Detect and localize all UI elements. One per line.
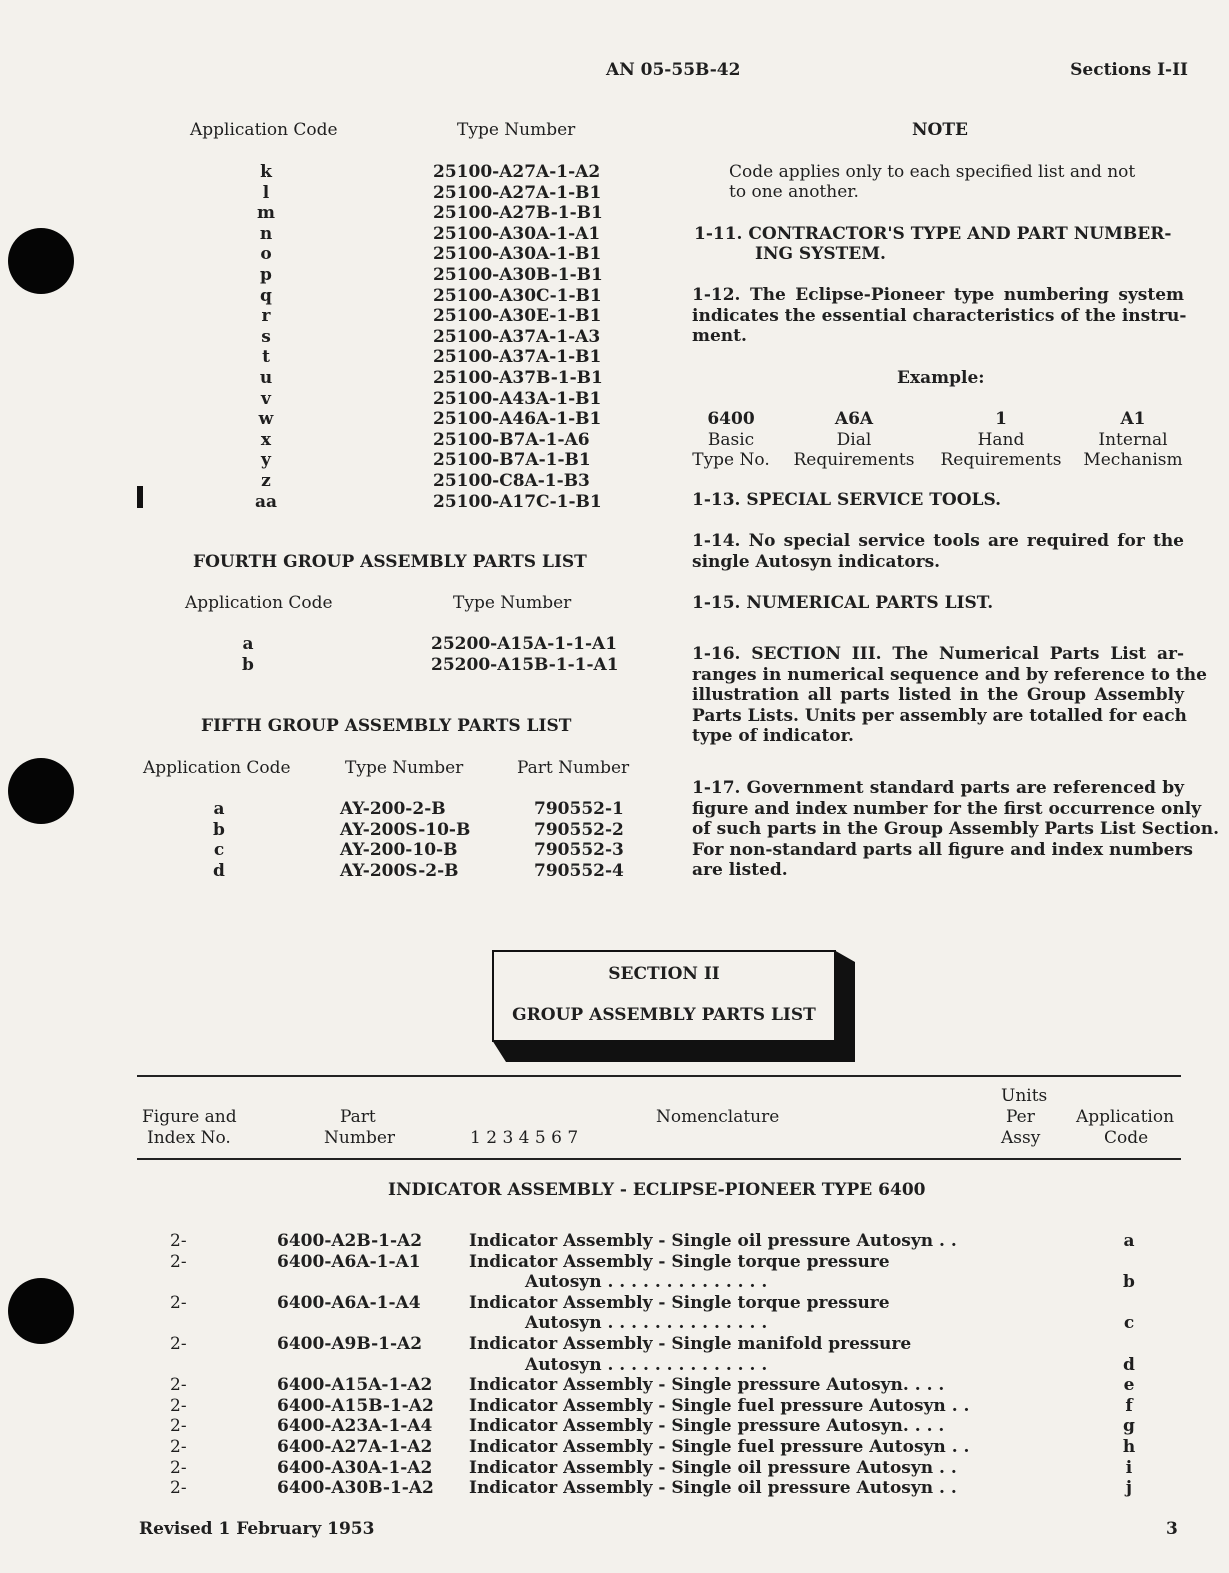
part-number: 6400-A9B-1-A2: [277, 1334, 423, 1354]
application-code: f: [1125, 1395, 1133, 1416]
section-ii-title: GROUP ASSEMBLY PARTS LIST: [512, 1005, 816, 1025]
type-number: AY-200-10-B: [340, 840, 458, 861]
part-number: 790552-1: [534, 799, 624, 819]
para-1-13: 1-13. SPECIAL SERVICE TOOLS.: [692, 490, 1002, 510]
application-code: b: [242, 654, 254, 675]
para-1-11-line-1: 1-11. CONTRACTOR'S TYPE AND PART NUMBER-: [694, 224, 1172, 244]
p116-line: 1-16. SECTION III. The Numerical Parts List ar-: [692, 644, 1184, 664]
part-number: 6400-A6A-1-A1: [277, 1251, 421, 1272]
type-number: 25100-A30A-1-A1: [433, 223, 601, 244]
binder-hole-bottom: [8, 1278, 74, 1344]
type-number: 25100-B7A-1-B1: [433, 450, 591, 471]
para-1-14-line: single Autosyn indicators.: [692, 551, 941, 572]
fourth-group-title: FOURTH GROUP ASSEMBLY PARTS LIST: [193, 552, 587, 572]
p116-line: ranges in numerical sequence and by reference to the: [692, 664, 1207, 685]
p116-line: type of indicator.: [692, 726, 854, 747]
nomenclature: Indicator Assembly - Single pressure Autosyn. . . .: [469, 1375, 945, 1396]
fifth-col-type: Type Number: [345, 758, 464, 778]
example-cell: Internal: [1098, 429, 1168, 450]
table-header-rule: [137, 1158, 1181, 1160]
para-1-11-line-2: ING SYSTEM.: [755, 244, 886, 264]
p116-line: illustration all parts listed in the Group Assembly: [692, 685, 1184, 706]
application-code: d: [213, 860, 225, 881]
type-number: 25100-A30E-1-B1: [433, 306, 602, 327]
application-code: i: [1125, 1457, 1133, 1478]
part-number: 6400-A30B-1-A2: [277, 1478, 434, 1499]
example-cell: Type No.: [692, 450, 770, 471]
application-code: w: [258, 409, 274, 430]
fifth-group-title: FIFTH GROUP ASSEMBLY PARTS LIST: [201, 716, 572, 736]
application-code: p: [260, 264, 272, 285]
third-group-types: [433, 162, 603, 512]
part-number: 6400-A6A-1-A4: [277, 1292, 421, 1313]
application-code: a: [1123, 1231, 1135, 1251]
example-cell: Basic: [707, 429, 755, 450]
fifth-col-app: Application Code: [143, 758, 291, 778]
p117-line: of such parts in the Group Assembly Parts List Section.: [692, 819, 1220, 840]
assembly-title: INDICATOR ASSEMBLY - ECLIPSE-PIONEER TYPE 6400: [388, 1180, 926, 1200]
col-header-application-code: Application Code: [190, 120, 338, 140]
figure-index: 2-: [170, 1251, 187, 1272]
application-code: c: [213, 840, 225, 861]
box-shadow-corner: [834, 950, 855, 962]
type-number: 25100-A37A-1-A3: [433, 326, 601, 347]
part-number: 6400-A15B-1-A2: [277, 1395, 434, 1416]
nomenclature: Indicator Assembly - Single fuel pressure Autosyn . .: [469, 1437, 970, 1457]
application-code: c: [1123, 1313, 1135, 1334]
h-fig-1: Figure and: [142, 1107, 237, 1127]
doc-number: AN 05-55B-42: [606, 60, 741, 80]
part-number: 6400-A27A-1-A2: [277, 1437, 433, 1457]
type-number: 25100-A27A-1-B1: [433, 182, 602, 203]
para-1-14-line: 1-14. No special service tools are required for the: [692, 531, 1184, 551]
table-top-rule: [137, 1075, 1181, 1077]
type-number: 25100-A27B-1-B1: [433, 203, 603, 224]
h-units-3: Assy: [1001, 1128, 1041, 1148]
application-code: u: [259, 367, 273, 388]
application-code: q: [260, 285, 272, 306]
h-nomenclature: Nomenclature: [656, 1107, 780, 1127]
h-fig-2: Index No.: [147, 1128, 231, 1148]
type-number: AY-200-2-B: [340, 799, 446, 819]
type-number: 25100-A30C-1-B1: [433, 285, 602, 306]
part-number: 6400-A15A-1-A2: [277, 1375, 433, 1396]
para-1-15: 1-15. NUMERICAL PARTS LIST.: [692, 593, 994, 613]
example-cell: 6400: [707, 409, 755, 429]
binder-hole-top: [8, 228, 74, 294]
example-cell: Mechanism: [1083, 450, 1183, 471]
col-header-type-number: Type Number: [457, 120, 576, 140]
application-code: h: [1122, 1437, 1136, 1457]
example-cell: Hand: [977, 429, 1025, 450]
p117-line: figure and index number for the first occurrence only: [692, 798, 1202, 819]
change-bar: [137, 486, 143, 508]
type-number: AY-200S-10-B: [340, 819, 471, 840]
h-levels: 1 2 3 4 5 6 7: [470, 1128, 579, 1148]
fifth-col-part: Part Number: [517, 758, 630, 778]
nomenclature-continued: Autosyn . . . . . . . . . . . . . .: [525, 1272, 768, 1293]
application-code: a: [213, 799, 225, 819]
figure-index: 2-: [170, 1457, 187, 1478]
note-line-2: to one another.: [729, 182, 859, 202]
para-1-12-line: indicates the essential characteristics of the instru-: [692, 305, 1187, 326]
part-number: 6400-A23A-1-A4: [277, 1416, 433, 1437]
sections-label: Sections I-II: [1070, 60, 1188, 80]
nomenclature: Indicator Assembly - Single pressure Autosyn. . . .: [469, 1416, 945, 1437]
p117-line: are listed.: [692, 860, 788, 881]
type-number: 25100-A30A-1-B1: [433, 244, 602, 265]
figure-index: 2-: [170, 1395, 187, 1416]
nomenclature: Indicator Assembly - Single torque pressure: [469, 1292, 890, 1313]
nomenclature: Indicator Assembly - Single oil pressure Autosyn . .: [469, 1457, 957, 1478]
example-cell: Requirements: [940, 450, 1062, 471]
application-code: b: [213, 819, 225, 840]
para-1-12: [692, 285, 1187, 347]
application-code: j: [1125, 1478, 1133, 1499]
p116-line: Parts Lists. Units per assembly are totalled for each: [692, 705, 1187, 726]
note-title: NOTE: [912, 120, 968, 140]
h-part-2: Number: [324, 1128, 396, 1148]
application-code: s: [261, 326, 271, 347]
para-1-12-line: ment.: [692, 326, 747, 347]
type-number: 25100-B7A-1-A6: [433, 429, 590, 450]
type-number: 25100-A46A-1-B1: [433, 409, 602, 430]
figure-index: 2-: [170, 1437, 187, 1457]
type-number: 25100-A37B-1-B1: [433, 367, 603, 388]
application-code: x: [260, 429, 272, 450]
fourth-col-type: Type Number: [453, 593, 572, 613]
p117-line: For non-standard parts all figure and index numbers: [692, 839, 1193, 860]
application-code: t: [262, 347, 270, 368]
type-number: AY-200S-2-B: [340, 860, 459, 881]
example-cell: 1: [995, 409, 1007, 429]
type-number: 25100-A30B-1-B1: [433, 264, 603, 285]
fifth-group-codes: [179, 799, 259, 881]
example-cell: Requirements: [793, 450, 915, 471]
example-cell: Dial: [836, 429, 872, 450]
figure-index: 2-: [170, 1375, 187, 1396]
application-code: a: [242, 634, 254, 654]
application-code: o: [260, 244, 272, 265]
third-group-codes: [226, 162, 306, 512]
part-number: 6400-A2B-1-A2: [277, 1231, 423, 1251]
example-cell: A6A: [834, 409, 874, 429]
revised-date: Revised 1 February 1953: [139, 1519, 375, 1539]
h-app-1: Application: [1076, 1107, 1175, 1127]
type-number: 25100-A43A-1-B1: [433, 388, 602, 409]
example-cell: A1: [1120, 409, 1146, 429]
nomenclature: Indicator Assembly - Single oil pressure Autosyn . .: [469, 1231, 957, 1251]
section-ii-label: SECTION II: [608, 964, 720, 984]
type-number: 25100-A27A-1-A2: [433, 162, 601, 182]
box-shadow-bottom: [506, 1040, 855, 1062]
figure-index: 2-: [170, 1334, 187, 1354]
application-code: v: [261, 388, 271, 409]
type-number: 25100-A17C-1-B1: [433, 491, 602, 512]
type-number: 25200-A15A-1-1-A1: [431, 634, 618, 654]
nomenclature: Indicator Assembly - Single manifold pressure: [469, 1334, 912, 1354]
fourth-col-app: Application Code: [185, 593, 333, 613]
part-number: 790552-4: [534, 860, 624, 881]
h-app-2: Code: [1104, 1128, 1149, 1148]
application-code: r: [261, 306, 271, 327]
h-units-1: Units: [1001, 1086, 1048, 1106]
nomenclature: Indicator Assembly - Single fuel pressure Autosyn . .: [469, 1395, 970, 1416]
application-code: y: [261, 450, 271, 471]
nomenclature-continued: Autosyn . . . . . . . . . . . . . .: [525, 1354, 768, 1375]
nomenclature: Indicator Assembly - Single oil pressure Autosyn . .: [469, 1478, 957, 1499]
type-number: 25100-A37A-1-B1: [433, 347, 602, 368]
application-code: k: [260, 162, 272, 182]
application-code: e: [1123, 1375, 1135, 1396]
application-code: l: [262, 182, 270, 203]
figure-index: 2-: [170, 1478, 187, 1499]
nomenclature: Indicator Assembly - Single torque pressure: [469, 1251, 890, 1272]
type-number: 25200-A15B-1-1-A1: [431, 654, 619, 675]
application-code: b: [1123, 1272, 1135, 1293]
application-code: z: [261, 470, 271, 491]
box-shadow-corner: [492, 1040, 506, 1062]
para-1-17: [692, 778, 1220, 881]
part-number: 6400-A30A-1-A2: [277, 1457, 433, 1478]
application-code: g: [1123, 1416, 1135, 1437]
figure-index: 2-: [170, 1292, 187, 1313]
application-code: aa: [254, 491, 278, 512]
application-code: d: [1123, 1354, 1135, 1375]
note-line-1: Code applies only to each specified list and not: [729, 162, 1136, 182]
binder-hole-middle: [8, 758, 74, 824]
section-ii-box: [492, 950, 836, 1042]
page-number: 3: [1166, 1519, 1178, 1539]
fifth-group-types: [340, 799, 470, 881]
fourth-group-codes: [208, 634, 288, 675]
h-units-2: Per: [1006, 1107, 1035, 1127]
para-1-12-line: 1-12. The Eclipse-Pioneer type numbering system: [692, 285, 1184, 305]
type-number: 25100-C8A-1-B3: [433, 470, 590, 491]
application-code: m: [257, 203, 275, 224]
p117-line: 1-17. Government standard parts are referenced by: [692, 778, 1184, 798]
para-1-14: [692, 531, 1184, 572]
figure-index: 2-: [170, 1231, 187, 1251]
para-1-16: [692, 644, 1207, 747]
figure-index: 2-: [170, 1416, 187, 1437]
fourth-group-types: [431, 634, 619, 675]
example-label: Example:: [897, 368, 985, 388]
part-number: 790552-3: [534, 840, 624, 861]
part-number: 790552-2: [534, 819, 624, 840]
h-part-1: Part: [340, 1107, 376, 1127]
fifth-group-parts: [534, 799, 624, 881]
application-code: n: [259, 223, 273, 244]
nomenclature-continued: Autosyn . . . . . . . . . . . . . .: [525, 1313, 768, 1334]
